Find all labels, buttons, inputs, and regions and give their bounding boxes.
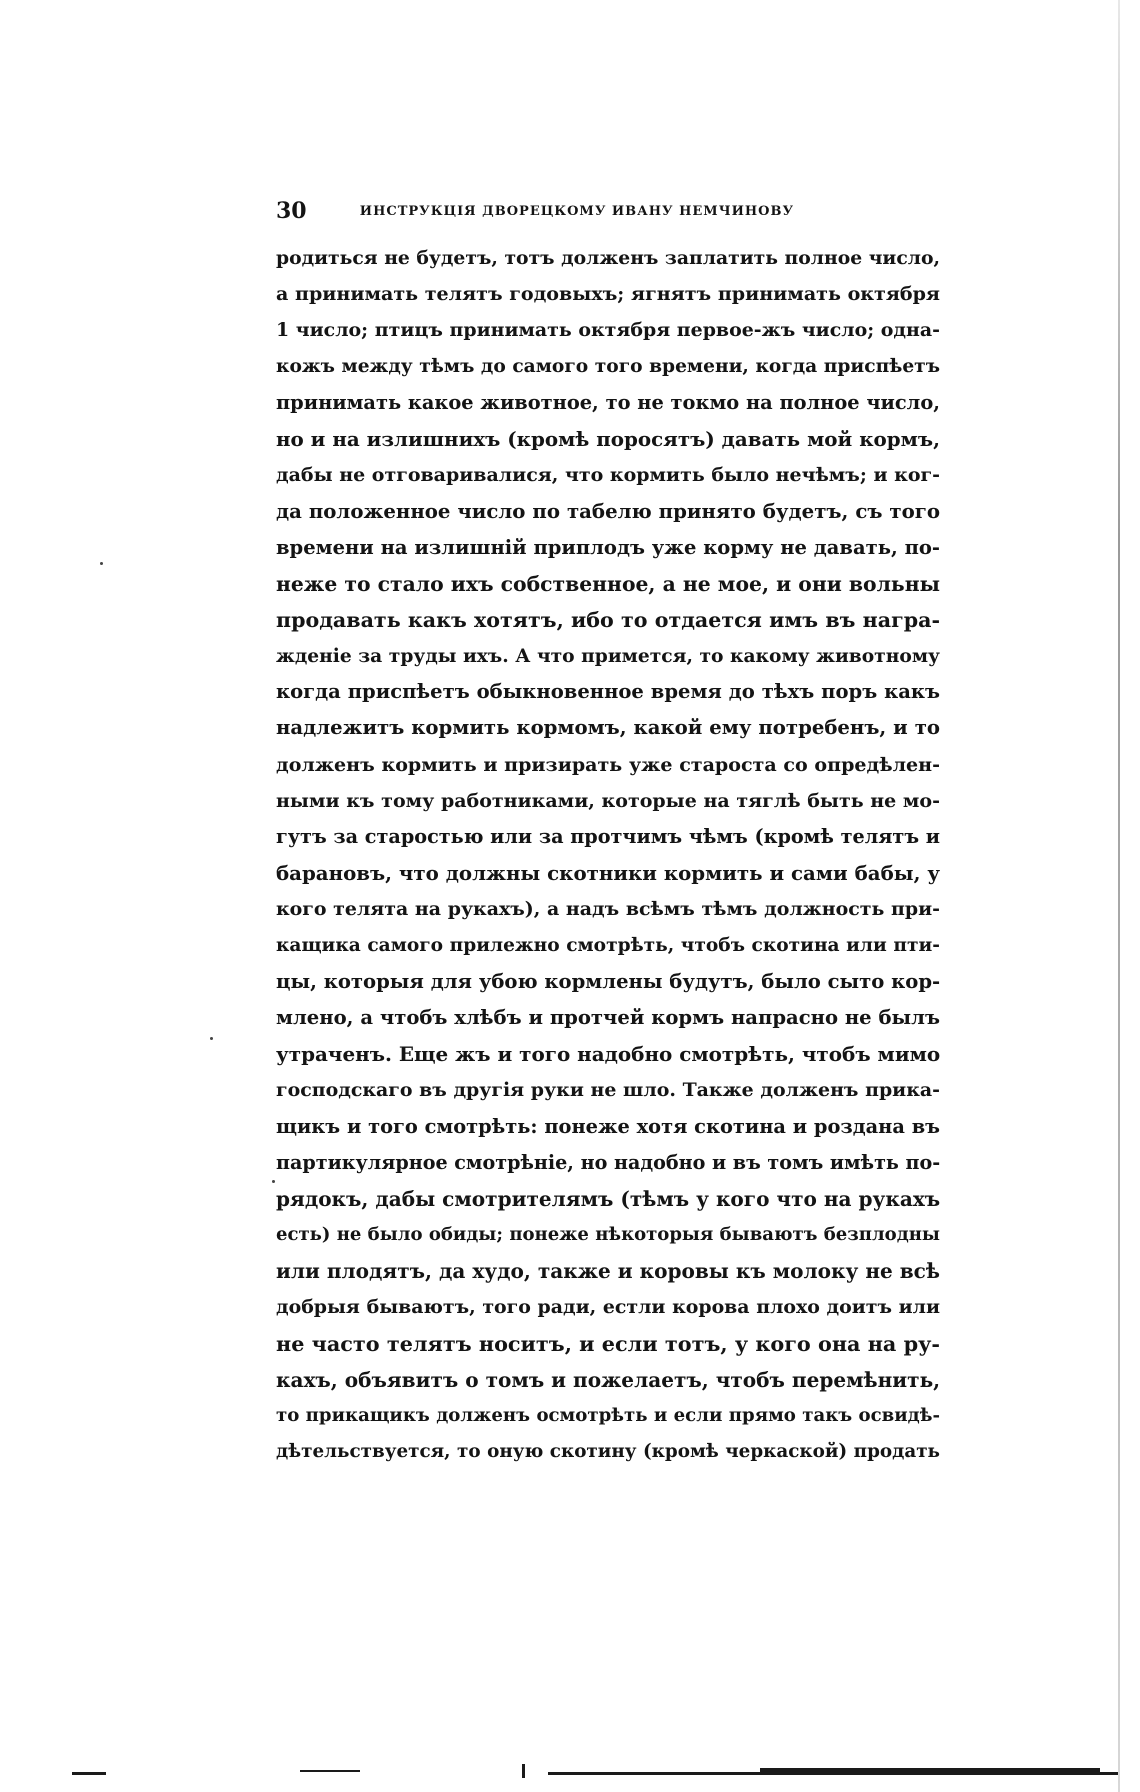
text-line: времени на излишній приплодъ уже корму не давать, по- — [276, 535, 940, 559]
text-line: рядокъ, дабы смотрителямъ (тѣмъ у кого что на рукахъ — [276, 1186, 940, 1211]
text-line: неже то стало ихъ собственное, а не мое, и они вольны — [276, 571, 940, 596]
text-line: кого телята на рукахъ), а надъ всѣмъ тѣмъ должность при- — [276, 898, 940, 921]
scan-speck — [100, 562, 103, 565]
text-line: когда приспѣетъ обыкновенное время до тѣхъ поръ какъ — [276, 680, 940, 704]
text-line: дѣтельствуется, то оную скотину (кромѣ черкаской) продать — [276, 1441, 940, 1463]
text-line: гутъ за старостью или за протчимъ чѣмъ (кромѣ телятъ и — [276, 825, 940, 848]
text-line: кожъ между тѣмъ до самого того времени, когда приспѣетъ — [276, 355, 940, 377]
page-number: 30 — [276, 198, 307, 224]
scan-mark — [760, 1768, 1100, 1773]
text-line: а принимать телятъ годовыхъ; ягнятъ принимать октября — [276, 283, 940, 306]
text-line: 1 число; птицъ принимать октября первое-жъ число; одна- — [276, 319, 940, 342]
text-line: утраченъ. Еще жъ и того надобно смотрѣть, чтобъ мимо — [276, 1042, 940, 1067]
text-line: кащика самого прилежно смотрѣть, чтобъ скотина или пти- — [276, 934, 940, 956]
text-line: не часто телятъ носитъ, и если тотъ, у кого она на ру- — [276, 1331, 940, 1356]
text-line: жденіе за труды ихъ. А что примется, то какому животному — [276, 645, 940, 668]
text-line: да положенное число по табелю принято будетъ, съ того — [276, 499, 940, 524]
scan-mark — [300, 1770, 360, 1772]
text-line: есть) не было обиды; понеже нѣкоторыя бываютъ безплодны — [276, 1224, 940, 1246]
text-line: цы, которыя для убою кормлены будутъ, было сыто кор- — [276, 969, 940, 993]
text-line: барановъ, что должны скотники кормить и сами бабы, у — [276, 861, 940, 886]
body-text — [276, 240, 940, 1470]
text-line: кахъ, объявитъ о томъ и пожелаетъ, чтобъ перемѣнить, — [276, 1367, 940, 1392]
text-line: партикулярное смотрѣніе, но надобно и въ томъ имѣть по- — [276, 1150, 940, 1174]
text-line: но и на излишнихъ (кромѣ поросятъ) давать мой кормъ, — [276, 426, 940, 451]
scan-speck — [210, 1037, 213, 1040]
text-line: родиться не будетъ, тотъ долженъ заплатить полное число, — [276, 247, 940, 269]
text-line: надлежитъ кормить кормомъ, какой ему потребенъ, и то — [276, 716, 940, 740]
text-line: щикъ и того смотрѣть: понеже хотя скотина и роздана въ — [276, 1114, 940, 1138]
text-line: долженъ кормить и призирать уже староста со опредѣлен- — [276, 753, 940, 776]
scan-mark — [522, 1764, 525, 1778]
text-line: то прикащикъ долженъ осмотрѣть и если прямо такъ освидѣ- — [276, 1405, 940, 1426]
text-line: принимать какое животное, то не токмо на полное число, — [276, 390, 940, 414]
text-line: продавать какъ хотятъ, ибо то отдается имъ въ награ- — [276, 607, 940, 632]
scan-mark — [72, 1772, 106, 1775]
text-line: дабы не отговаривалися, что кормить было нечѣмъ; и ког- — [276, 464, 940, 487]
page-header — [276, 196, 794, 226]
text-line: или плодятъ, да худо, также и коровы къ молоку не всѣ — [276, 1259, 940, 1284]
text-line: добрыя бываютъ, того ради, естли корова плохо доитъ или — [276, 1296, 940, 1319]
text-line: млено, а чтобъ хлѣбъ и протчей кормъ напрасно не былъ — [276, 1005, 940, 1029]
running-title: ИНСТРУКЦІЯ ДВОРЕЦКОМУ ИВАНУ НЕМЧИНОВУ — [359, 204, 794, 219]
page-edge-shadow — [1118, 0, 1120, 1792]
text-line: ными къ тому работниками, которые на тяглѣ быть не мо- — [276, 789, 940, 812]
scan-speck — [272, 1180, 275, 1183]
text-line: господскаго въ другія руки не шло. Также долженъ прика- — [276, 1079, 940, 1102]
